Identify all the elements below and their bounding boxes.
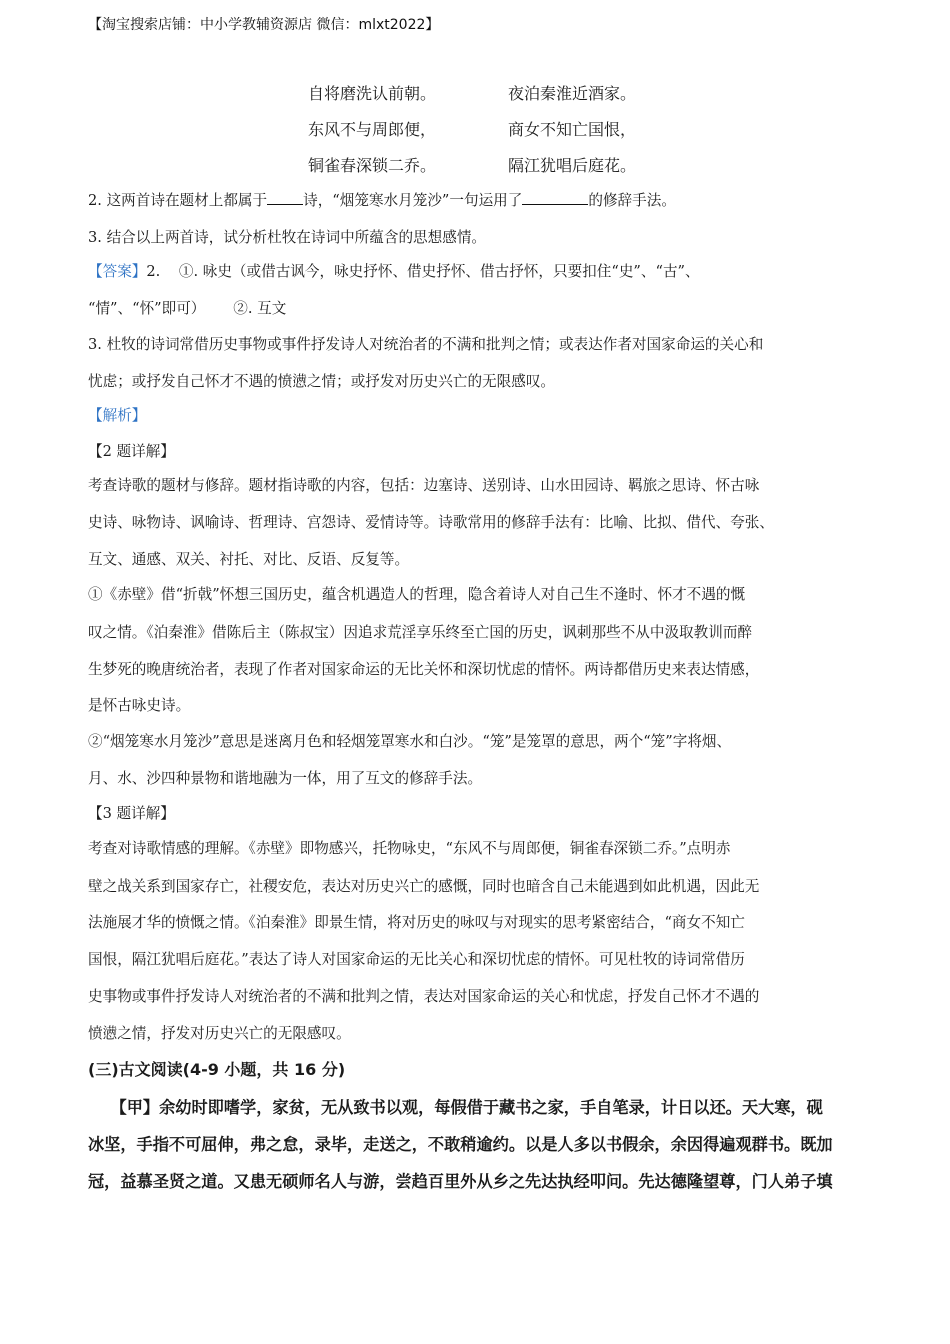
section-title: (三)古文阅读(4-9 小题，共 16 分): [88, 1060, 346, 1079]
detail-line: 生梦死的晚唐统治者，表现了作者对国家命运的无比关怀和深切忧虑的情怀。两诗都借历史来表达情感，: [88, 661, 760, 678]
poem-line: 铜雀春深锁二乔。: [308, 156, 437, 175]
classical-text-line: 冠，益慕圣贤之道。又患无硕师名人与游，尝趋百里外从乡之先达执经叩问。先达德隆望尊，门人弟子填: [88, 1172, 833, 1191]
watermark-header: 【淘宝搜索店铺：中小学教辅资源店 微信：mlxt2022】: [88, 17, 440, 33]
answer-line: 忧虑；或抒发自己怀才不遇的愤懑之情；或抒发对历史兴亡的无限感叹。: [88, 373, 556, 390]
answer-line: 3. 杜牧的诗词常借历史事物或事件抒发诗人对统治者的不满和批判之情；或表达作者对国家命运的关心和: [88, 336, 764, 353]
poem-line: 自将磨洗认前朝。: [308, 84, 437, 103]
detail-line: 国恨，隔江犹唱后庭花。”表达了诗人对国家命运的无比关心和深切忧虑的情怀。可见杜牧的诗词常借历: [88, 951, 745, 968]
detail-line: 考查诗歌的题材与修辞。题材指诗歌的内容，包括：边塞诗、送别诗、山水田园诗、羁旅之思诗、怀古咏: [88, 477, 760, 494]
answer-line: 【答案】2. ①. 咏史（或借古讽今，咏史抒怀、借史抒怀、借古抒怀，只要扣住“史”、“古”、: [88, 263, 700, 280]
detail-2-heading: 【2 题详解】: [88, 443, 175, 460]
detail-line: 史事物或事件抒发诗人对统治者的不满和批判之情，表达对国家命运的关心和忧虑，抒发自己怀才不遇的: [88, 988, 760, 1005]
detail-line: 壁之战关系到国家存亡，社稷安危，表达对历史兴亡的感慨，同时也暗含自己未能遇到如此机遇，因此无: [88, 878, 760, 895]
detail-line: ①《赤壁》借“折戟”怀想三国历史，蕴含机遇造人的哲理，隐含着诗人对自己生不逢时、怀才不遇的慨: [88, 586, 746, 603]
detail-line: 考查对诗歌情感的理解。《赤壁》即物感兴，托物咏史，“东风不与周郎便，铜雀春深锁二乔。”点明赤: [88, 840, 731, 857]
poem-line: 东风不与周郎便，: [308, 120, 437, 139]
detail-line: 愤懑之情，抒发对历史兴亡的无限感叹。: [88, 1025, 351, 1042]
question-2: 2. 这两首诗在题材上都属于 诗，“烟笼寒水月笼沙”一句运用了 的修辞手法。: [88, 192, 676, 209]
detail-line: ②“烟笼寒水月笼沙”意思是迷离月色和轻烟笼罩寒水和白沙。“笼”是笼罩的意思，两个“笼”字将烟、: [88, 733, 732, 750]
detail-line: 月、水、沙四种景物和谐地融为一体，用了互文的修辞手法。: [88, 770, 483, 787]
detail-line: 互文、通感、双关、衬托、对比、反语、反复等。: [88, 551, 410, 568]
poem-line: 隔江犹唱后庭花。: [508, 156, 637, 175]
detail-3-heading: 【3 题详解】: [88, 805, 175, 822]
answer-tag: 【答案】: [88, 263, 147, 280]
classical-text-line: 冰坚，手指不可屈伸，弗之怠，录毕，走送之，不敢稍逾约。以是人多以书假余，余因得遍观群书。既加: [88, 1135, 833, 1154]
answer-line: “情”、“怀”即可） ②. 互文: [88, 300, 287, 317]
detail-line: 是怀古咏史诗。: [88, 697, 191, 714]
detail-line: 法施展才华的愤慨之情。《泊秦淮》即景生情，将对历史的咏叹与对现实的思考紧密结合，“商女不知亡: [88, 914, 745, 931]
classical-text-line: 【甲】余幼时即嗜学，家贫，无从致书以观，每假借于藏书之家，手自笔录，计日以还。天大寒，砚: [88, 1098, 823, 1117]
answer-blank: [267, 190, 303, 205]
answer-blank: [522, 190, 588, 205]
question-3: 3. 结合以上两首诗，试分析杜牧在诗词中所蕴含的思想感情。: [88, 229, 487, 246]
poem-line: 商女不知亡国恨，: [508, 120, 637, 139]
detail-line: 史诗、咏物诗、讽喻诗、哲理诗、宫怨诗、爱情诗等。诗歌常用的修辞手法有：比喻、比拟、借代、夸张、: [88, 514, 774, 531]
detail-line: 叹之情。《泊秦淮》借陈后主（陈叔宝）因追求荒淫享乐终至亡国的历史，讽刺那些不从中汲取教训而醉: [88, 624, 753, 641]
poem-line: 夜泊秦淮近酒家。: [508, 84, 637, 103]
analysis-tag: 【解析】: [88, 407, 147, 424]
